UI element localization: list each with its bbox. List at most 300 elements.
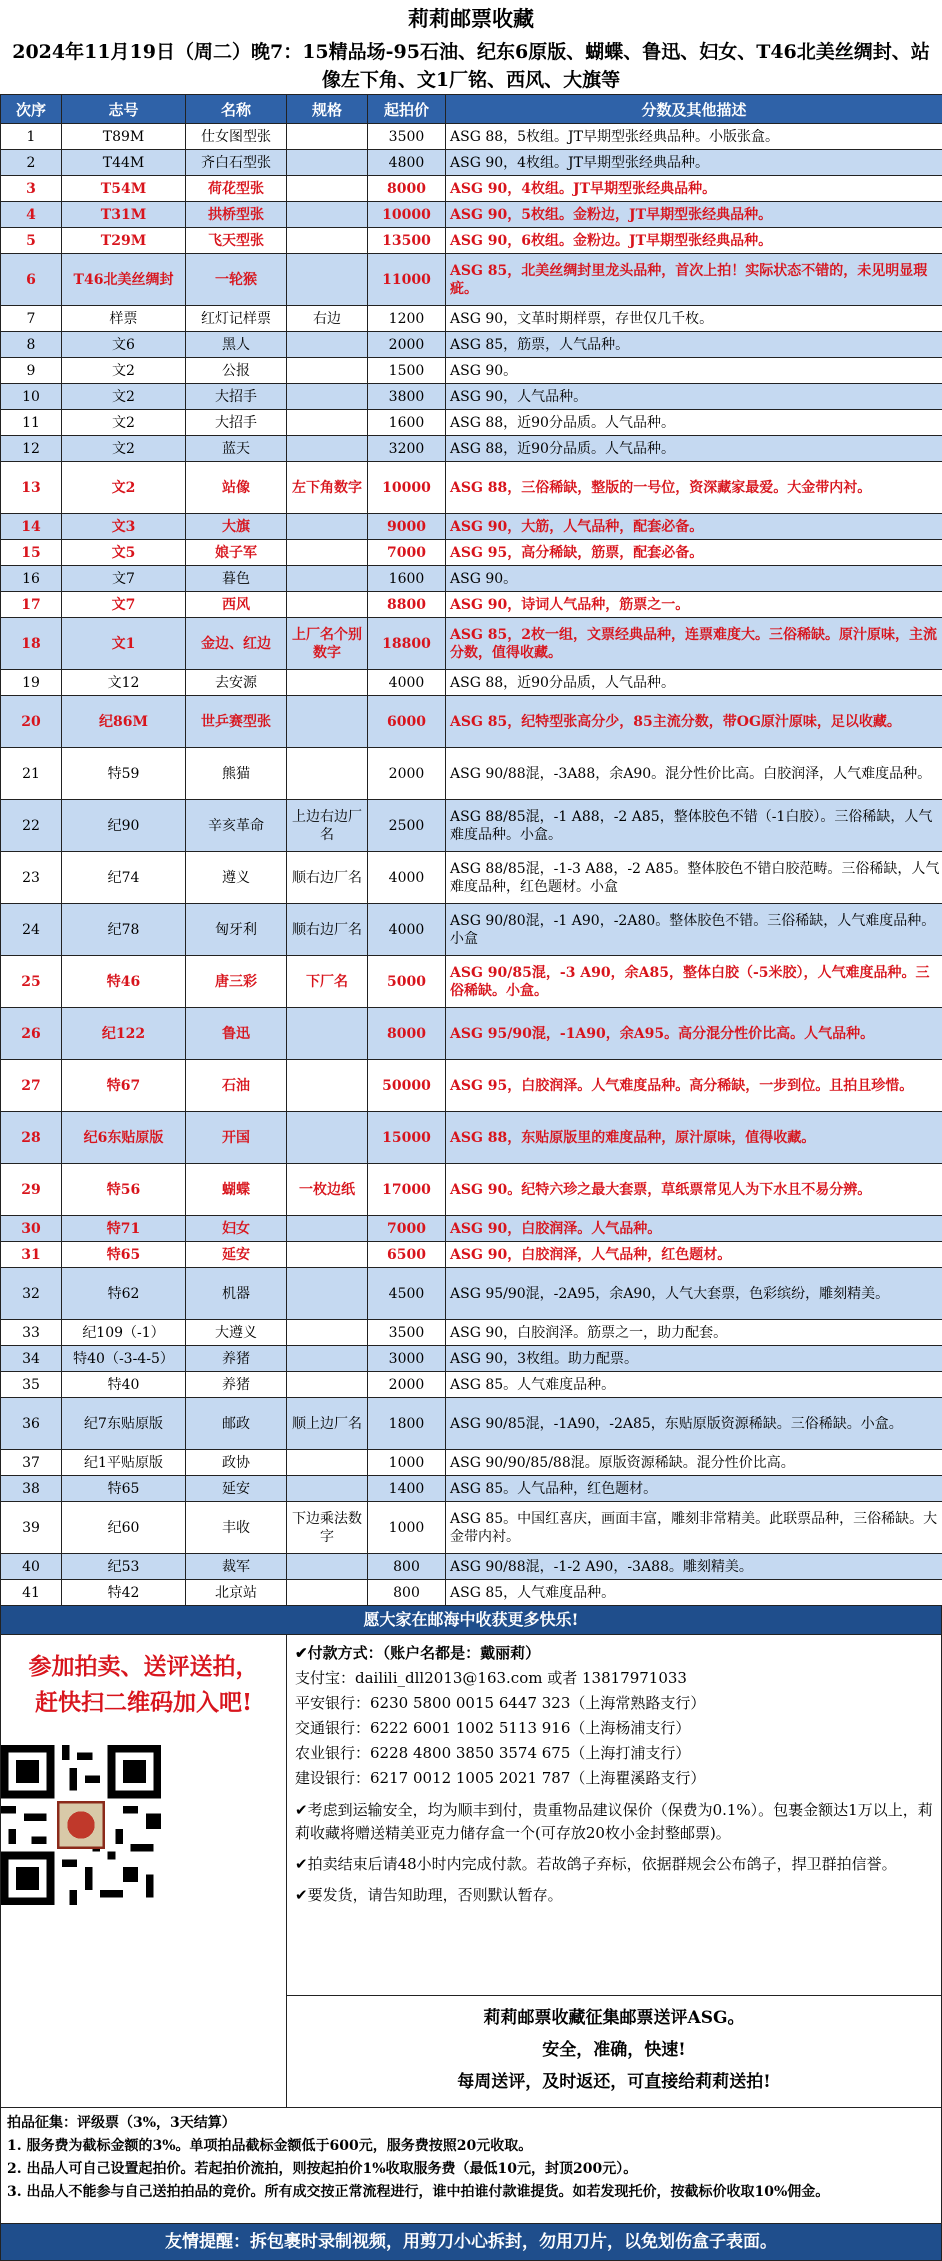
lot-price: 9000 [368, 514, 446, 540]
lot-no: 5 [1, 228, 62, 254]
lot-no: 18 [1, 618, 62, 670]
table-row [1, 1216, 942, 1242]
lot-name: 匈牙利 [186, 904, 287, 956]
lot-desc: ASG 90。 [446, 358, 942, 384]
lot-spec [287, 1554, 368, 1580]
table-row [1, 1450, 942, 1476]
footer-reminder: 友情提醒：拆包裹时录制视频，用剪刀小心拆封，勿用刀片，以免划伤盒子表面。 [0, 2224, 942, 2261]
lot-id: 纪7东贴原版 [62, 1398, 186, 1450]
lot-spec [287, 124, 368, 150]
lot-spec: 上边右边厂名 [287, 800, 368, 852]
lot-spec [287, 436, 368, 462]
wish-banner: 愿大家在邮海中收获更多快乐! [0, 1606, 942, 1635]
lot-no: 35 [1, 1372, 62, 1398]
lot-desc: ASG 90/88混，-3A88，余A90。混分性价比高。白胶润泽，人气难度品种。 [446, 748, 942, 800]
lot-desc: ASG 90，4枚组。JT早期型张经典品种。 [446, 176, 942, 202]
lot-price: 17000 [368, 1164, 446, 1216]
lot-price: 1600 [368, 410, 446, 436]
rule-item-2: 2. 出品人可自己设置起拍价。若起拍价流拍，则按起拍价1%收取服务费（最低10元，封顶200元）。 [7, 2158, 935, 2181]
table-row [1, 228, 942, 254]
lot-id: T89M [62, 124, 186, 150]
table-row [1, 202, 942, 228]
lot-id: 纪78 [62, 904, 186, 956]
table-row [1, 514, 942, 540]
consignment-rules [0, 2108, 942, 2224]
lot-spec [287, 228, 368, 254]
lot-id: 纪53 [62, 1554, 186, 1580]
rules-heading: 拍品征集：评级票（3%，3天结算） [7, 2112, 935, 2135]
lot-spec: 顺右边厂名 [287, 852, 368, 904]
lot-price: 2000 [368, 748, 446, 800]
lot-desc: ASG 90/90/85/88混。原版资源稀缺。混分性价比高。 [446, 1450, 942, 1476]
qr-code-icon[interactable] [1, 1745, 161, 1905]
lot-price: 10000 [368, 462, 446, 514]
lot-desc: ASG 90。 [446, 566, 942, 592]
lot-id: 纪122 [62, 1008, 186, 1060]
lot-id: 文7 [62, 566, 186, 592]
lot-no: 1 [1, 124, 62, 150]
table-row [1, 670, 942, 696]
lot-table [0, 94, 942, 1606]
lot-no: 20 [1, 696, 62, 748]
lot-desc: ASG 85，北美丝绸封里龙头品种，首次上拍！实际状态不错的，未见明显瑕疵。 [446, 254, 942, 306]
lot-desc: ASG 85，纪特型张高分少，85主流分数，带OG原汁原味，足以收藏。 [446, 696, 942, 748]
asg-promo [287, 1995, 941, 2107]
lot-spec [287, 384, 368, 410]
lot-spec [287, 1580, 368, 1606]
lot-name: 暮色 [186, 566, 287, 592]
lot-no: 30 [1, 1216, 62, 1242]
lot-desc: ASG 90/80混，-1 A90，-2A80。整体胶色不错。三俗稀缺，人气难度品种。小盒 [446, 904, 942, 956]
lot-name: 蓝天 [186, 436, 287, 462]
lot-name: 政协 [186, 1450, 287, 1476]
lot-desc: ASG 88，近90分品质。人气品种。 [446, 436, 942, 462]
table-row [1, 358, 942, 384]
page-subtitle: 2024年11月19日（周二）晚7：15精品场-95石油、纪东6原版、蝴蝶、鲁迅、妇女、T46北美丝绸封、站像左下角、文1厂铭、西风、大旗等 [0, 38, 942, 94]
lot-name: 站像 [186, 462, 287, 514]
lot-id: 特42 [62, 1580, 186, 1606]
lot-price: 8000 [368, 1008, 446, 1060]
table-row [1, 150, 942, 176]
lot-desc: ASG 90/85混，-1A90，-2A85，东贴原版资源稀缺。三俗稀缺。小盒。 [446, 1398, 942, 1450]
lot-spec [287, 540, 368, 566]
asg-line-2: 安全，准确，快速! [287, 2034, 941, 2066]
lot-name: 红灯记样票 [186, 306, 287, 332]
table-row [1, 1398, 942, 1450]
lot-id: 特71 [62, 1216, 186, 1242]
lot-no: 8 [1, 332, 62, 358]
lot-name: 妇女 [186, 1216, 287, 1242]
lot-id: 特46 [62, 956, 186, 1008]
lot-no: 16 [1, 566, 62, 592]
lot-desc: ASG 85，筋票，人气品种。 [446, 332, 942, 358]
lot-id: 纪1平贴原版 [62, 1450, 186, 1476]
table-row [1, 696, 942, 748]
lot-price: 2500 [368, 800, 446, 852]
lot-price: 4000 [368, 852, 446, 904]
lot-price: 800 [368, 1554, 446, 1580]
lot-spec [287, 1268, 368, 1320]
join-panel [1, 1635, 287, 2107]
lot-price: 4800 [368, 150, 446, 176]
table-row [1, 1502, 942, 1554]
bank-line-bocom[interactable]: 交通银行：6222 6001 1002 5113 916（上海杨浦支行） [295, 1716, 933, 1741]
lot-name: 公报 [186, 358, 287, 384]
lot-price: 1800 [368, 1398, 446, 1450]
lot-no: 38 [1, 1476, 62, 1502]
table-row [1, 176, 942, 202]
lot-spec [287, 1320, 368, 1346]
lot-price: 4500 [368, 1268, 446, 1320]
lot-no: 17 [1, 592, 62, 618]
table-row [1, 1242, 942, 1268]
lot-no: 19 [1, 670, 62, 696]
lot-desc: ASG 90，6枚组。金粉边。JT早期型张经典品种。 [446, 228, 942, 254]
table-row [1, 852, 942, 904]
bank-line-pingan[interactable]: 平安银行：6230 5800 0015 6447 323（上海常熟路支行） [295, 1691, 933, 1716]
lot-no: 9 [1, 358, 62, 384]
lot-no: 41 [1, 1580, 62, 1606]
lot-name: 大招手 [186, 384, 287, 410]
payment-panel [287, 1635, 941, 2107]
lot-name: 熊猫 [186, 748, 287, 800]
table-row [1, 1268, 942, 1320]
table-row [1, 592, 942, 618]
lot-desc: ASG 90，白胶润泽，人气品种，红色题材。 [446, 1242, 942, 1268]
lot-table-body [1, 124, 942, 1606]
lot-price: 5000 [368, 956, 446, 1008]
lot-desc: ASG 85。人气品种，红色题材。 [446, 1476, 942, 1502]
lot-price: 50000 [368, 1060, 446, 1112]
lot-id: 纪109（-1） [62, 1320, 186, 1346]
table-row [1, 540, 942, 566]
table-row [1, 956, 942, 1008]
lot-price: 7000 [368, 540, 446, 566]
lot-no: 40 [1, 1554, 62, 1580]
lot-spec [287, 332, 368, 358]
lot-spec [287, 566, 368, 592]
info-panel [0, 1635, 942, 2108]
lot-no: 25 [1, 956, 62, 1008]
lot-spec [287, 1008, 368, 1060]
lot-spec [287, 176, 368, 202]
lot-name: 大旗 [186, 514, 287, 540]
lot-spec [287, 748, 368, 800]
lot-desc: ASG 90，白胶润泽。人气品种。 [446, 1216, 942, 1242]
lot-price: 1200 [368, 306, 446, 332]
lot-desc: ASG 90。纪特六珍之最大套票，草纸票常见人为下水且不易分辨。 [446, 1164, 942, 1216]
lot-id: 特65 [62, 1476, 186, 1502]
lot-price: 6500 [368, 1242, 446, 1268]
lot-no: 28 [1, 1112, 62, 1164]
lot-desc: ASG 85，2枚一组，文票经典品种，连票难度大。三俗稀缺。原汁原味，主流分数，值得收藏。 [446, 618, 942, 670]
lot-name: 一轮猴 [186, 254, 287, 306]
lot-desc: ASG 90/88混，-1-2 A90，-3A88。雕刻精美。 [446, 1554, 942, 1580]
lot-price: 3500 [368, 124, 446, 150]
lot-no: 22 [1, 800, 62, 852]
lot-spec [287, 150, 368, 176]
lot-spec: 右边 [287, 306, 368, 332]
lot-no: 4 [1, 202, 62, 228]
lot-no: 34 [1, 1346, 62, 1372]
lot-desc: ASG 90，4枚组。JT早期型张经典品种。 [446, 150, 942, 176]
lot-desc: ASG 88/85混，-1 A88，-2 A85，整体胶色不错（-1白胶）。三俗稀缺，人气难度品种。小盒。 [446, 800, 942, 852]
lot-desc: ASG 88，5枚组。JT早期型张经典品种。小版张盒。 [446, 124, 942, 150]
lot-price: 7000 [368, 1216, 446, 1242]
lot-id: 特62 [62, 1268, 186, 1320]
lot-name: 开国 [186, 1112, 287, 1164]
asg-line-1: 莉莉邮票收藏征集邮票送评ASG。 [287, 2002, 941, 2034]
lot-id: T31M [62, 202, 186, 228]
col-header-name: 名称 [186, 95, 287, 124]
col-header-desc: 分数及其他描述 [446, 95, 942, 124]
table-row [1, 1346, 942, 1372]
shipping-note: ✔考虑到运输安全，均为顺丰到付，贵重物品建议保价（保费为0.1%）。包裹金额达1万以上，莉莉收藏将赠送精美亚克力储存盒一个(可存放20枚小金封整邮票)。 [295, 1799, 933, 1845]
lot-desc: ASG 85。中国红喜庆，画面丰富，雕刻非常精美。此联票品种，三俗稀缺。大金带内衬。 [446, 1502, 942, 1554]
bank-line-ccb[interactable]: 建设银行：6217 0012 1005 2021 787（上海瞿溪路支行） [295, 1766, 933, 1791]
lot-spec [287, 202, 368, 228]
table-row [1, 1554, 942, 1580]
lot-price: 1000 [368, 1450, 446, 1476]
lot-id: 纪60 [62, 1502, 186, 1554]
lot-id: T54M [62, 176, 186, 202]
lot-spec [287, 358, 368, 384]
lot-price: 3000 [368, 1346, 446, 1372]
lot-id: T29M [62, 228, 186, 254]
lot-id: 特40（-3-4-5） [62, 1346, 186, 1372]
lot-id: 文12 [62, 670, 186, 696]
lot-desc: ASG 85，人气难度品种。 [446, 1580, 942, 1606]
lot-price: 11000 [368, 254, 446, 306]
lot-no: 37 [1, 1450, 62, 1476]
table-row [1, 566, 942, 592]
col-header-id: 志号 [62, 95, 186, 124]
lot-name: 娘子军 [186, 540, 287, 566]
payment-info [287, 1635, 941, 1995]
lot-spec [287, 1450, 368, 1476]
lot-name: 金边、红边 [186, 618, 287, 670]
lot-no: 36 [1, 1398, 62, 1450]
lot-name: 荷花型张 [186, 176, 287, 202]
table-row [1, 618, 942, 670]
table-row [1, 1164, 942, 1216]
lot-desc: ASG 90，文革时期样票，存世仅几千枚。 [446, 306, 942, 332]
lot-name: 石油 [186, 1060, 287, 1112]
lot-spec: 顺上边厂名 [287, 1398, 368, 1450]
lot-id: 文5 [62, 540, 186, 566]
lot-id: 文2 [62, 358, 186, 384]
col-header-price: 起拍价 [368, 95, 446, 124]
lot-id: 特67 [62, 1060, 186, 1112]
lot-id: 特56 [62, 1164, 186, 1216]
lot-spec [287, 592, 368, 618]
lot-spec [287, 670, 368, 696]
lot-no: 2 [1, 150, 62, 176]
lot-spec [287, 410, 368, 436]
lot-desc: ASG 95，白胶润泽。人气难度品种。高分稀缺，一步到位。且拍且珍惜。 [446, 1060, 942, 1112]
lot-id: 纪86M [62, 696, 186, 748]
lot-name: 养猪 [186, 1346, 287, 1372]
lot-no: 27 [1, 1060, 62, 1112]
lot-spec [287, 1216, 368, 1242]
lot-spec: 左下角数字 [287, 462, 368, 514]
lot-name: 齐白石型张 [186, 150, 287, 176]
lot-price: 3800 [368, 384, 446, 410]
slogan-line-1: 参加拍卖、送评送拍， [1, 1649, 286, 1685]
table-row [1, 306, 942, 332]
lot-price: 4000 [368, 904, 446, 956]
alipay-line[interactable]: 支付宝：dailili_dll2013@163.com 或者 13817971033 [295, 1666, 933, 1691]
lot-desc: ASG 95，高分稀缺，筋票，配套必备。 [446, 540, 942, 566]
lot-name: 大招手 [186, 410, 287, 436]
lot-no: 21 [1, 748, 62, 800]
lot-name: 西风 [186, 592, 287, 618]
lot-id: T44M [62, 150, 186, 176]
lot-id: 文7 [62, 592, 186, 618]
lot-desc: ASG 95/90混，-2A95，余A90，人气大套票，色彩缤纷，雕刻精美。 [446, 1268, 942, 1320]
lot-id: 文1 [62, 618, 186, 670]
lot-no: 32 [1, 1268, 62, 1320]
lot-price: 15000 [368, 1112, 446, 1164]
lot-no: 6 [1, 254, 62, 306]
lot-name: 飞天型张 [186, 228, 287, 254]
col-header-no: 次序 [1, 95, 62, 124]
table-row [1, 1320, 942, 1346]
lot-desc: ASG 90/85混，-3 A90，余A85，整体白胶（-5米胶），人气难度品种。三俗稀缺。小盒。 [446, 956, 942, 1008]
lot-no: 23 [1, 852, 62, 904]
table-row [1, 800, 942, 852]
lot-id: 文2 [62, 436, 186, 462]
lot-desc: ASG 88，近90分品质。人气品种。 [446, 410, 942, 436]
lot-no: 11 [1, 410, 62, 436]
rule-item-1: 1. 服务费为截标金额的3%。单项拍品截标金额低于600元，服务费按照20元收取。 [7, 2135, 935, 2158]
lot-no: 7 [1, 306, 62, 332]
table-row [1, 748, 942, 800]
lot-no: 12 [1, 436, 62, 462]
col-header-spec: 规格 [287, 95, 368, 124]
lot-name: 蝴蝶 [186, 1164, 287, 1216]
lot-spec: 一枚边纸 [287, 1164, 368, 1216]
lot-spec [287, 1242, 368, 1268]
rule-item-3: 3. 出品人不能参与自己送拍拍品的竞价。所有成交按正常流程进行，谁中拍谁付款谁提货。如若发现托价，按截标价收取10%佣金。 [7, 2181, 935, 2204]
table-row [1, 436, 942, 462]
slogan-line-2: 赶快扫二维码加入吧! [1, 1685, 286, 1721]
table-row [1, 1580, 942, 1606]
lot-spec [287, 696, 368, 748]
lot-desc: ASG 90，大筋，人气品种，配套必备。 [446, 514, 942, 540]
lot-price: 8800 [368, 592, 446, 618]
delivery-note: ✔要发货，请告知助理，否则默认暂存。 [295, 1884, 933, 1907]
lot-name: 遵义 [186, 852, 287, 904]
lot-id: T46北美丝绸封 [62, 254, 186, 306]
lot-no: 39 [1, 1502, 62, 1554]
lot-desc: ASG 88/85混，-1-3 A88，-2 A85。整体胶色不错白胶范畴。三俗稀缺，人气难度品种，红色题材。小盒 [446, 852, 942, 904]
table-row [1, 904, 942, 956]
lot-name: 裁军 [186, 1554, 287, 1580]
table-row [1, 332, 942, 358]
lot-id: 文3 [62, 514, 186, 540]
lot-no: 15 [1, 540, 62, 566]
lot-name: 大遵义 [186, 1320, 287, 1346]
lot-name: 北京站 [186, 1580, 287, 1606]
lot-spec: 上厂名个别数字 [287, 618, 368, 670]
lot-no: 14 [1, 514, 62, 540]
lot-spec: 下边乘法数字 [287, 1502, 368, 1554]
lot-desc: ASG 88，东贴原版里的难度品种，原汁原味，值得收藏。 [446, 1112, 942, 1164]
lot-price: 3500 [368, 1320, 446, 1346]
table-row [1, 254, 942, 306]
lot-spec [287, 254, 368, 306]
lot-price: 4000 [368, 670, 446, 696]
lot-name: 唐三彩 [186, 956, 287, 1008]
lot-no: 24 [1, 904, 62, 956]
lot-price: 1400 [368, 1476, 446, 1502]
table-row [1, 1008, 942, 1060]
payment-deadline-note: ✔拍卖结束后请48小时内完成付款。若故鸽子弃标，依据群规会公布鸽子，捍卫群拍信誉。 [295, 1853, 933, 1876]
lot-desc: ASG 85。人气难度品种。 [446, 1372, 942, 1398]
lot-price: 2000 [368, 332, 446, 358]
lot-name: 辛亥革命 [186, 800, 287, 852]
lot-id: 文6 [62, 332, 186, 358]
table-row [1, 1476, 942, 1502]
page-title: 莉莉邮票收藏 [0, 0, 942, 38]
bank-line-abc[interactable]: 农业银行：6228 4800 3850 3574 675（上海打浦支行） [295, 1741, 933, 1766]
lot-desc: ASG 90，诗词人气品种，筋票之一。 [446, 592, 942, 618]
lot-name: 机器 [186, 1268, 287, 1320]
lot-price: 6000 [368, 696, 446, 748]
table-row [1, 1112, 942, 1164]
lot-price: 3200 [368, 436, 446, 462]
lot-no: 3 [1, 176, 62, 202]
payment-title: ✔付款方式：（账户名都是：戴丽莉） [295, 1641, 933, 1666]
lot-name: 世乒赛型张 [186, 696, 287, 748]
lot-desc: ASG 90，3枚组。助力配票。 [446, 1346, 942, 1372]
asg-line-3: 每周送评，及时返还，可直接给莉莉送拍! [287, 2066, 941, 2098]
lot-no: 33 [1, 1320, 62, 1346]
lot-spec [287, 514, 368, 540]
lot-desc: ASG 95/90混，-1A90，余A95。高分混分性价比高。人气品种。 [446, 1008, 942, 1060]
lot-spec [287, 1060, 368, 1112]
lot-name: 仕女图型张 [186, 124, 287, 150]
lot-desc: ASG 88，近90分品质，人气品种。 [446, 670, 942, 696]
lot-price: 10000 [368, 202, 446, 228]
lot-id: 特65 [62, 1242, 186, 1268]
lot-name: 黑人 [186, 332, 287, 358]
lot-price: 18800 [368, 618, 446, 670]
lot-name: 拱桥型张 [186, 202, 287, 228]
lot-spec [287, 1112, 368, 1164]
lot-price: 8000 [368, 176, 446, 202]
lot-id: 特40 [62, 1372, 186, 1398]
lot-price: 13500 [368, 228, 446, 254]
lot-price: 2000 [368, 1372, 446, 1398]
table-row [1, 410, 942, 436]
table-row [1, 384, 942, 410]
lot-table-header [1, 95, 942, 124]
lot-name: 鲁迅 [186, 1008, 287, 1060]
lot-name: 延安 [186, 1476, 287, 1502]
table-row [1, 1060, 942, 1112]
lot-no: 29 [1, 1164, 62, 1216]
lot-id: 文2 [62, 384, 186, 410]
lot-no: 31 [1, 1242, 62, 1268]
lot-desc: ASG 88，三俗稀缺，整版的一号位，资深藏家最爱。大金带内衬。 [446, 462, 942, 514]
table-row [1, 1372, 942, 1398]
lot-no: 26 [1, 1008, 62, 1060]
lot-id: 特59 [62, 748, 186, 800]
lot-price: 1600 [368, 566, 446, 592]
lot-no: 10 [1, 384, 62, 410]
